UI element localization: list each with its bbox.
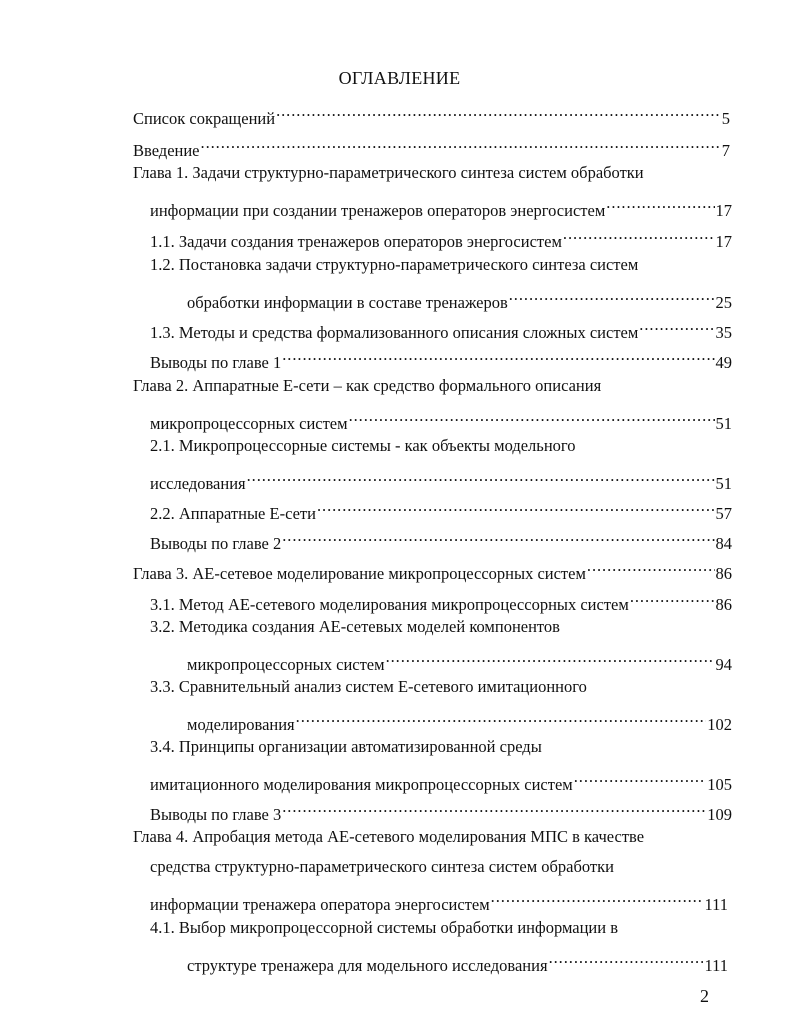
- toc-entry-page: 105: [707, 775, 732, 794]
- toc-entry: [150, 915, 618, 941]
- toc-entry-text: Введение: [133, 141, 200, 160]
- toc-entry-text: Глава 4. Апробация метода АЕ-сетевого моделирования МПС в качестве: [133, 827, 645, 846]
- toc-entry: [150, 523, 732, 553]
- toc-entry-page: 102: [707, 715, 732, 734]
- toc-entry-text: имитационного моделирования микропроцессорных систем: [150, 775, 573, 794]
- dot-leader: [549, 945, 704, 971]
- toc-entry-text: обработки информации в составе тренажеров: [187, 293, 508, 312]
- toc-entry: [150, 190, 732, 220]
- toc-entry-text: Выводы по главе 2: [150, 534, 282, 553]
- toc-entry: [150, 674, 587, 700]
- toc-entry-text: 3.4. Принципы организации автоматизированной среды: [150, 737, 542, 756]
- toc-entry: [133, 824, 644, 850]
- toc-entry-page: 17: [715, 232, 732, 251]
- dot-leader: [282, 342, 714, 368]
- toc-entry-text: информации при создании тренажеров операторов энергосистем: [150, 201, 606, 220]
- dot-leader: [587, 553, 715, 579]
- dot-leader: [563, 221, 715, 247]
- toc-entry: [150, 342, 732, 372]
- dot-leader: [639, 312, 714, 338]
- toc-entry-text: моделирования: [187, 715, 295, 734]
- toc-entry: [150, 734, 542, 760]
- toc-entry-page: 57: [715, 504, 732, 523]
- toc-entry-text: структуре тренажера для модельного исследования: [187, 956, 548, 975]
- toc-entry-text: Список сокращений: [133, 109, 276, 128]
- toc-entry-page: 17: [715, 201, 732, 220]
- page-number: 2: [700, 986, 709, 1006]
- toc-entry: [150, 854, 614, 880]
- toc-entry: [150, 463, 732, 493]
- toc-entry-page: 49: [715, 353, 732, 372]
- toc-entry-text: 3.3. Сравнительный анализ систем Е-сетевого имитационного: [150, 677, 587, 696]
- toc-entry-page: 109: [707, 805, 732, 824]
- toc-entry: [133, 160, 644, 186]
- dot-leader: [386, 644, 715, 670]
- toc-entry-text: Выводы по главе 3: [150, 805, 282, 824]
- toc-entry-text: Глава 2. Аппаратные Е-сети – как средство формального описания: [133, 376, 602, 395]
- dot-leader: [317, 493, 715, 519]
- toc-entry-text: 1.1. Задачи создания тренажеров операторов энергосистем: [150, 232, 562, 251]
- toc-entry: [150, 433, 576, 459]
- dot-leader: [491, 884, 704, 910]
- toc-entry: [187, 945, 728, 975]
- toc-entry-text: 3.1. Метод АЕ-сетевого моделирования микропроцессорных систем: [150, 595, 629, 614]
- toc-entry-text: 1.3. Методы и средства формализованного описания сложных систем: [150, 323, 639, 342]
- toc-entry-text: исследования: [150, 474, 246, 493]
- toc-entry: [150, 493, 732, 523]
- toc-entry-page: 111: [704, 956, 728, 975]
- toc-entry-text: средства структурно-параметрического синтеза систем обработки: [150, 857, 614, 876]
- toc-entry-page: 86: [715, 595, 732, 614]
- toc-entry: [133, 553, 732, 583]
- toc-entry-page: 7: [721, 141, 730, 160]
- toc-entry-text: 1.2. Постановка задачи структурно-параметрического синтеза систем: [150, 255, 639, 274]
- toc-entry-text: Глава 1. Задачи структурно-параметрического синтеза систем обработки: [133, 163, 644, 182]
- toc-entry-text: микропроцессорных систем: [150, 414, 348, 433]
- toc-entry-text: Выводы по главе 1: [150, 353, 282, 372]
- toc-entry: [150, 584, 732, 614]
- toc-entry: [150, 312, 732, 342]
- toc-entry-page: 84: [715, 534, 732, 553]
- dot-leader: [282, 794, 706, 820]
- toc-entry: [150, 764, 732, 794]
- toc-entry-page: 25: [715, 293, 732, 312]
- dot-leader: [630, 584, 715, 610]
- toc-entry-page: 86: [715, 564, 732, 583]
- toc-entry-page: 51: [715, 474, 732, 493]
- toc-title: ОГЛАВЛЕНИЕ: [338, 68, 461, 88]
- toc-entry: [187, 704, 732, 734]
- toc-entry-text: 4.1. Выбор микропроцессорной системы обработки информации в: [150, 918, 619, 937]
- dot-leader: [276, 98, 721, 124]
- toc-entry-text: информации тренажера оператора энергосистем: [150, 895, 490, 914]
- toc-entry: [187, 282, 732, 312]
- toc-entry: [150, 403, 732, 433]
- toc-entry-page: 5: [721, 109, 730, 128]
- toc-entry: [150, 794, 732, 824]
- dot-leader: [296, 704, 707, 730]
- toc-entry-page: 35: [715, 323, 732, 342]
- toc-entry-page: 51: [715, 414, 732, 433]
- dot-leader: [606, 190, 714, 216]
- toc-entry-page: 111: [704, 895, 728, 914]
- toc-entry: [150, 614, 560, 640]
- dot-leader: [349, 403, 715, 429]
- toc-entry: [133, 130, 730, 160]
- dot-leader: [509, 282, 715, 308]
- toc-entry-text: 2.1. Микропроцессорные системы - как объекты модельного: [150, 436, 576, 455]
- dot-leader: [247, 463, 715, 489]
- toc-entry-text: 3.2. Методика создания АЕ-сетевых моделей компонентов: [150, 617, 560, 636]
- dot-leader: [574, 764, 707, 790]
- toc-entry: [187, 644, 732, 674]
- dot-leader: [282, 523, 714, 549]
- dot-leader: [201, 130, 721, 156]
- toc-entry-page: 94: [715, 655, 732, 674]
- toc-entry: [133, 98, 730, 128]
- toc-entry: [133, 373, 601, 399]
- toc-entry: [150, 221, 732, 251]
- toc-entry-text: 2.2. Аппаратные Е-сети: [150, 504, 316, 523]
- toc-entry: [150, 252, 638, 278]
- toc-entry-text: Глава 3. АЕ-сетевое моделирование микропроцессорных систем: [133, 564, 586, 583]
- toc-entry-text: микропроцессорных систем: [187, 655, 385, 674]
- toc-entry: [150, 884, 728, 914]
